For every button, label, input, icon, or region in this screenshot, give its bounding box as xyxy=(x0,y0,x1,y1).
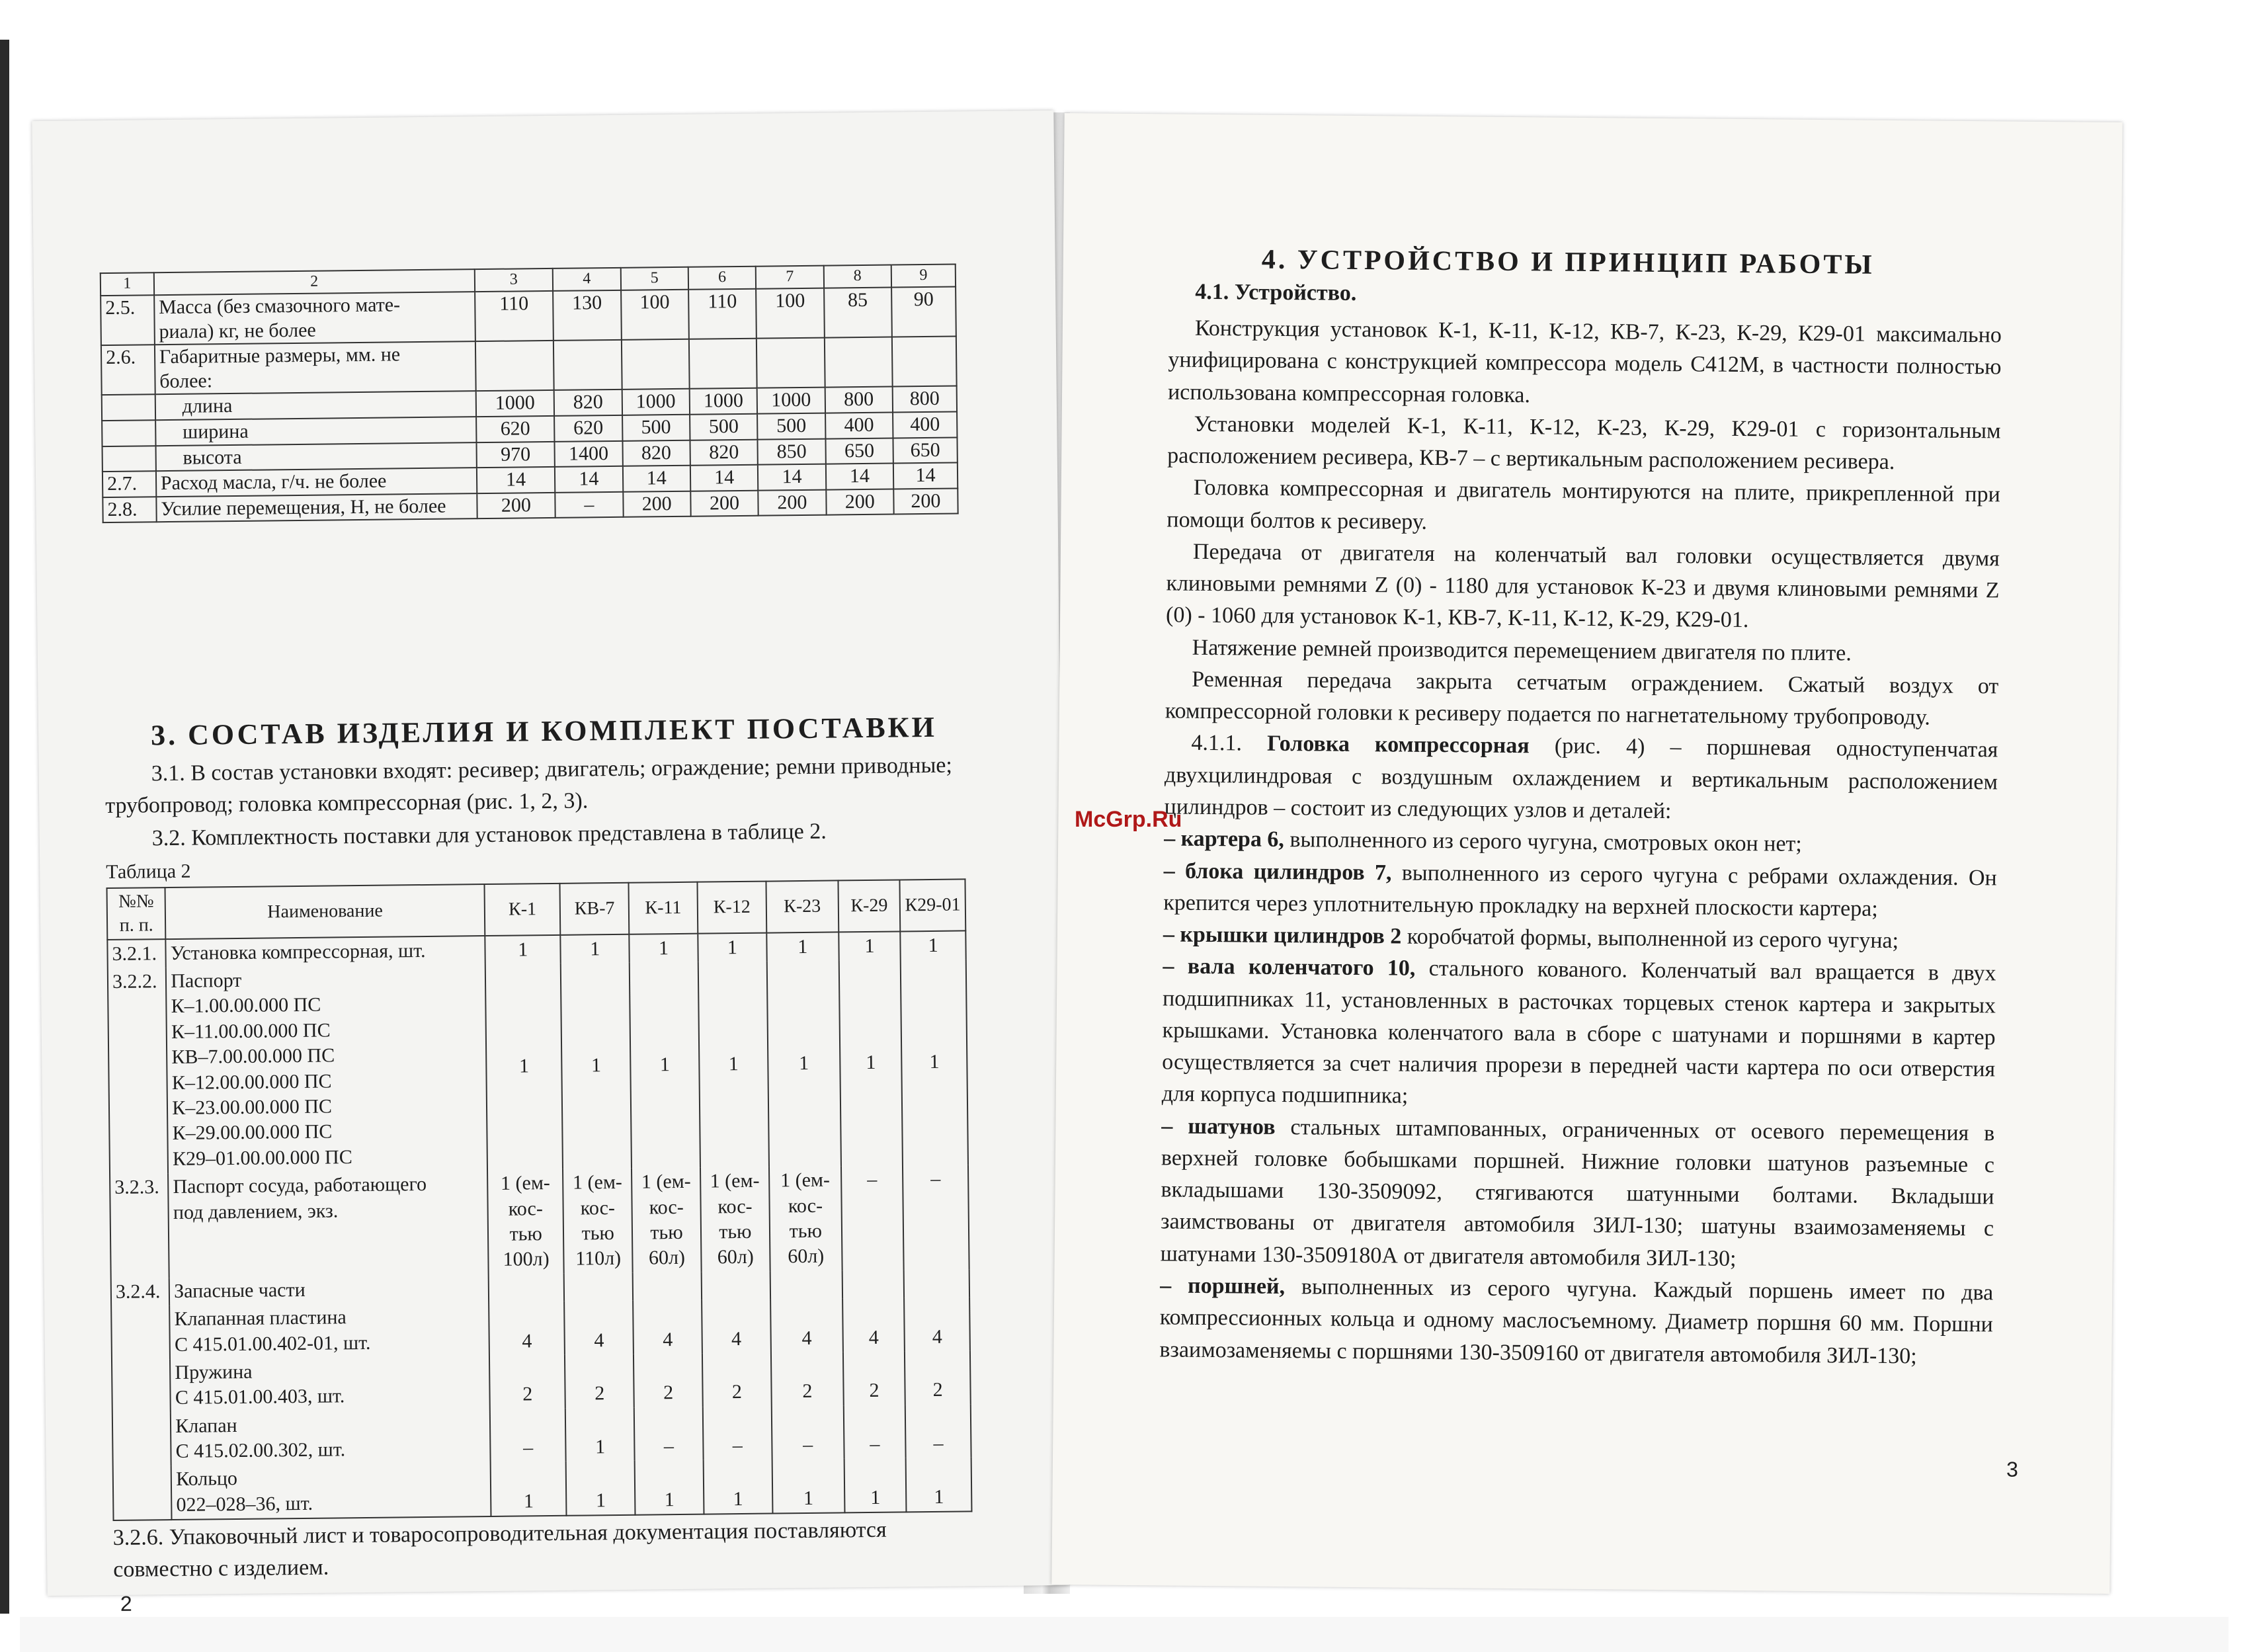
value-cell: 1 xyxy=(630,962,700,1169)
row-number: 2.6. xyxy=(101,345,155,395)
value-cell xyxy=(770,1270,842,1300)
value-cell: 500 xyxy=(757,413,825,440)
table-row xyxy=(112,1404,971,1466)
value-cell: 4 xyxy=(489,1301,565,1356)
value-cell: 1 xyxy=(485,964,563,1170)
table-row xyxy=(101,337,957,395)
value-cell: 90 xyxy=(891,287,956,337)
table-row xyxy=(110,1165,969,1278)
value-cell: 200 xyxy=(826,489,894,515)
value-cell: 4 xyxy=(564,1301,634,1355)
item-text: стального кованого. Коленчатый вал вращается в двух подшипниках 11, установленных в расточках торцевых стенок картера и закрытых крышками. Установка коленчатого вала в сборе с шатунами и поршнями в картер осуществляется за счет наличия прорези в передней части картера по оси отверстия для корпуса подшипника; xyxy=(1161,956,1996,1109)
value-cell xyxy=(825,337,893,388)
row-number: 2.5. xyxy=(101,295,155,345)
value-cell: – xyxy=(703,1406,772,1460)
row-number: 2.8. xyxy=(102,497,156,522)
table2-header-row xyxy=(107,879,966,939)
row-name: Габаритные размеры, мм. не более: xyxy=(155,341,476,394)
parts-list xyxy=(1159,823,1997,1373)
value-cell: – xyxy=(490,1408,566,1462)
parts-list-item xyxy=(1163,855,1997,927)
page-number-right: 3 xyxy=(2006,1457,2019,1481)
value-cell: – xyxy=(903,1165,969,1270)
paragraph: Передача от двигателя на коленчатый вал головки осуществляется двумя клиновыми ремнями Z (0) - 1180 для установок К-23 и двумя клиновыми ремнями Z (0) - 1060 для установок К-1, КВ-7, К-11, К-12, К-29, К29-01. xyxy=(1165,539,2000,633)
value-cell: 500 xyxy=(622,415,690,441)
value-cell xyxy=(553,340,622,390)
header-cell: 2 xyxy=(154,269,475,295)
header-cell: 5 xyxy=(620,267,688,290)
header-cell: 6 xyxy=(688,267,757,290)
item-bold: – шатунов xyxy=(1161,1114,1276,1139)
paragraph: Конструкция установок К-1, К-11, К-12, КВ-7, К-23, К-29, К29-01 максимально унифицирована с конструкцией компрессора модель С412М, в частности полностью использована компрессорная головка. xyxy=(1167,315,2002,407)
item-bold: – блока цилиндров 7, xyxy=(1163,858,1392,885)
value-cell: 800 xyxy=(893,386,957,413)
header-cell: 4 xyxy=(553,268,621,291)
value-cell: 4 xyxy=(904,1298,970,1352)
header-cell: К-29 xyxy=(838,880,900,932)
value-cell xyxy=(489,1274,565,1303)
parts-list-item xyxy=(1160,1110,1994,1277)
value-cell: 820 xyxy=(690,439,758,466)
value-cell xyxy=(892,337,957,387)
value-cell: 1 xyxy=(772,1459,844,1514)
row-number xyxy=(112,1413,171,1467)
value-cell: 85 xyxy=(824,288,892,338)
value-cell: 1000 xyxy=(622,389,690,415)
item-bold: – поршней, xyxy=(1160,1273,1286,1300)
value-cell xyxy=(842,1270,904,1298)
value-cell: 620 xyxy=(554,415,622,442)
header-cell: №№ п. п. xyxy=(107,888,166,940)
value-cell: 1000 xyxy=(475,390,554,417)
value-cell: 620 xyxy=(476,416,555,442)
row-name: Клапанная пластина С 415.01.00.402-01, шт. xyxy=(169,1302,489,1359)
left-page xyxy=(32,110,1069,1616)
value-cell: 850 xyxy=(758,438,826,465)
page-number-left: 2 xyxy=(120,1591,132,1616)
value-cell: 4 xyxy=(633,1300,702,1354)
item-text: выполненного из серого чугуна с ребрами охлаждения. Он крепится через уплотнительную прокладку на верхней плоскости картера; xyxy=(1163,860,1997,921)
table-row xyxy=(101,287,956,346)
row-number xyxy=(102,446,156,472)
value-cell: 650 xyxy=(825,438,893,464)
value-cell: 1 xyxy=(839,960,903,1167)
value-cell: 2 xyxy=(634,1354,703,1408)
value-cell xyxy=(702,1271,770,1300)
row-name: Масса (без смазочного мате- риала) кг, не более xyxy=(154,292,475,345)
row-name: длина xyxy=(155,392,476,421)
value-cell: 800 xyxy=(825,387,893,413)
value-cell: – xyxy=(905,1404,971,1458)
value-cell: 400 xyxy=(893,411,957,438)
value-cell: – xyxy=(844,1405,906,1459)
value-cell: 1 (ем- кос- тью 100л) xyxy=(487,1169,564,1274)
value-cell: 1 xyxy=(698,962,769,1168)
value-cell: 1 xyxy=(839,931,901,960)
value-cell: 820 xyxy=(554,390,622,416)
paragraph-4-1-1 xyxy=(1164,727,1998,831)
value-cell: 1 xyxy=(901,930,966,960)
item-bold: – крышки цилиндров 2 xyxy=(1163,922,1402,949)
item-text: выполненных из серого чугуна. Каждый поршень имеет по два компрессионных кольца и одному маслосъемному. Диаметр поршня 60 мм. Поршни взаимозаменяемы с поршнями 130-3509160 от двигателя автомобиля ЗИЛ-130; xyxy=(1159,1274,1994,1368)
header-cell: 3 xyxy=(474,268,553,292)
value-cell: – xyxy=(841,1166,904,1271)
p411-bold: Головка компрессорная xyxy=(1266,731,1530,759)
section4-title: 4. УСТРОЙСТВО И ПРИНЦИП РАБОТЫ xyxy=(1261,244,1875,280)
row-number: 3.2.3. xyxy=(110,1173,169,1278)
value-cell: 100 xyxy=(621,290,689,340)
paragraph: Головка компрессорная и двигатель монтируются на плите, прикрепленной при помощи болтов к ресиверу. xyxy=(1166,475,2000,534)
value-cell: 1 xyxy=(906,1458,972,1512)
value-cell xyxy=(621,339,689,390)
value-cell: 1 xyxy=(629,933,698,962)
value-cell xyxy=(475,341,554,391)
value-cell: 650 xyxy=(893,437,957,464)
value-cell: 130 xyxy=(553,290,621,341)
paragraph: Ременная передача закрыта сетчатым ограждением. Сжатый воздух от компрессорной головки к ресиверу подается по нагнетательному трубопроводу. xyxy=(1165,667,1999,730)
value-cell: 110 xyxy=(688,289,757,339)
header-cell: К-1 xyxy=(485,884,561,936)
value-cell xyxy=(904,1269,969,1298)
section3-title: 3. СОСТАВ ИЗДЕЛИЯ И КОМПЛЕКТ ПОСТАВКИ xyxy=(150,710,938,752)
header-cell: К-12 xyxy=(697,882,766,934)
value-cell: 14 xyxy=(893,463,958,489)
value-cell xyxy=(633,1272,702,1300)
value-cell: 1000 xyxy=(757,388,825,414)
value-cell: 4 xyxy=(770,1299,843,1353)
item-text: выполненного из серого чугуна, смотровых окон нет; xyxy=(1284,827,1802,857)
value-cell: 1 xyxy=(491,1462,567,1516)
row-name: Кольцо 022–028–36, шт. xyxy=(171,1462,491,1520)
value-cell xyxy=(689,339,757,389)
header-cell: 9 xyxy=(891,265,956,288)
value-cell: 1 xyxy=(704,1460,773,1514)
row-name: Клапан С 415.02.00.302, шт. xyxy=(171,1409,491,1466)
table-row xyxy=(113,1458,972,1520)
value-cell: 1 xyxy=(561,963,632,1169)
item-bold: – картера 6, xyxy=(1164,826,1285,852)
header-cell: 8 xyxy=(823,265,891,288)
value-cell: 200 xyxy=(477,493,555,519)
value-cell: 14 xyxy=(690,465,758,491)
row-name: высота xyxy=(155,442,476,472)
value-cell: 1 xyxy=(767,960,841,1167)
value-cell: 200 xyxy=(758,489,827,516)
parts-list-item xyxy=(1162,951,1996,1118)
value-cell: 14 xyxy=(758,464,826,491)
value-cell: 2 xyxy=(771,1352,844,1406)
value-cell: 1 xyxy=(901,959,968,1165)
table-row xyxy=(112,1350,971,1413)
value-cell: 200 xyxy=(690,490,758,516)
value-cell: 14 xyxy=(826,464,894,490)
row-number xyxy=(112,1359,171,1413)
value-cell: 200 xyxy=(623,491,691,518)
paragraph-3-2: 3.2. Комплектность поставки для установок представлена в таблице 2. xyxy=(151,819,827,851)
header-cell: Наименование xyxy=(165,884,485,939)
subsection-4-1: 4.1. Устройство. xyxy=(1195,279,1357,306)
value-cell: 1 xyxy=(485,935,561,965)
value-cell: 820 xyxy=(622,440,690,466)
paragraph-3-2-6: 3.2.6. Упаковочный лист и товаросопроводительная документация поставляются совместно с изделием. xyxy=(112,1517,887,1583)
value-cell: 1 xyxy=(635,1460,704,1515)
value-cell: 110 xyxy=(475,291,553,341)
value-cell: 4 xyxy=(702,1300,771,1354)
value-cell: 200 xyxy=(893,488,958,515)
value-cell: 2 xyxy=(905,1350,971,1405)
value-cell: 2 xyxy=(565,1354,634,1409)
value-cell: 14 xyxy=(622,466,690,492)
header-cell: К29-01 xyxy=(900,879,966,931)
value-cell: 1 xyxy=(566,1461,635,1516)
value-cell: 2 xyxy=(489,1355,565,1409)
watermark: McGrp.Ru xyxy=(1075,807,1182,832)
row-name: Паспорт сосуда, работающего под давлением, экз. xyxy=(168,1170,488,1278)
row-number: 3.2.1. xyxy=(107,939,166,968)
table2-caption: Таблица 2 xyxy=(106,860,191,884)
value-cell: 1 xyxy=(561,934,630,963)
header-cell: КВ-7 xyxy=(560,883,630,935)
row-name: ширина xyxy=(155,417,476,446)
value-cell: 1000 xyxy=(690,388,758,415)
row-name: Запасные части xyxy=(169,1274,489,1305)
value-cell: – xyxy=(772,1405,844,1460)
value-cell: 500 xyxy=(690,414,758,440)
row-number: 2.7. xyxy=(102,471,156,497)
value-cell: 400 xyxy=(825,413,893,439)
section4-body xyxy=(1159,312,2002,1373)
paragraph: Натяжение ремней производится перемещением двигателя по плите. xyxy=(1192,635,1852,666)
table-row xyxy=(108,959,968,1174)
row-number xyxy=(111,1305,170,1360)
table-row xyxy=(111,1298,970,1360)
p411-rest: (рис. 4) – поршневая одноступенчатая двухцилиндровая с воздушным охлаждением и вертикальным расположением цилиндров – состоит из следующих узлов и деталей: xyxy=(1164,733,1998,824)
parts-list-item xyxy=(1159,1270,1993,1373)
value-cell: 100 xyxy=(756,288,824,339)
row-name: Паспорт К–1.00.00.000 ПС К–11.00.00.000 ПС КВ–7.00.00.000 ПС К–12.00.00.000 ПС К–23.00.00.000 ПС К–29.00.00.000 ПС К29–01.00.00.000 ПС xyxy=(166,964,487,1173)
row-name: Расход масла, г/ч. не более xyxy=(156,468,477,497)
delivery-table xyxy=(106,878,973,1521)
value-cell: 1 (ем- кос- тью 60л) xyxy=(632,1168,701,1273)
row-number: 3.2.2. xyxy=(108,968,169,1174)
value-cell: – xyxy=(634,1407,704,1461)
item-bold: – вала коленчатого 10, xyxy=(1163,954,1416,981)
value-cell xyxy=(564,1272,633,1301)
value-cell: 1400 xyxy=(555,440,623,467)
item-text: коробчатой формы, выполненной из серого чугуна; xyxy=(1401,924,1899,954)
header-cell: 7 xyxy=(756,266,824,289)
row-number: 3.2.4. xyxy=(111,1278,170,1306)
spec-table xyxy=(100,264,959,524)
header-cell: К-11 xyxy=(629,882,698,934)
value-cell: 14 xyxy=(555,466,623,493)
value-cell: 2 xyxy=(843,1351,905,1405)
value-cell: 1 (ем- кос- тью 60л) xyxy=(700,1167,770,1272)
row-number xyxy=(102,395,155,421)
row-name: Установка компрессорная, шт. xyxy=(166,936,485,968)
header-cell: 1 xyxy=(101,272,154,296)
row-name: Пружина С 415.01.00.403, шт. xyxy=(170,1356,490,1413)
row-name: Усилие перемещения, Н, не более xyxy=(156,493,477,522)
right-page xyxy=(1051,113,2122,1594)
paragraph-3-1: 3.1. В состав установки входят: ресивер; двигатель; ограждение; ремни приводные; трубопровод; головка компрессорная (рис. 1, 2, 3). xyxy=(105,753,953,819)
value-cell: 2 xyxy=(702,1352,772,1407)
value-cell: 1 xyxy=(698,932,766,962)
value-cell: 1 xyxy=(565,1407,635,1462)
value-cell: 4 xyxy=(842,1298,905,1352)
value-cell: 970 xyxy=(476,441,555,468)
paragraph: Установки моделей К-1, К-11, К-12, К-23, К-29, К29-01 с горизонтальным расположением ресивера, КВ-7 – с вертикальным расположением ресивера. xyxy=(1167,411,2001,475)
value-cell: 1 (ем- кос- тью 110л) xyxy=(563,1169,632,1274)
scan-edge xyxy=(0,40,9,1614)
value-cell xyxy=(757,338,825,388)
scan-bottom-margin xyxy=(20,1617,2229,1652)
value-cell: – xyxy=(555,492,623,518)
item-text: стальных штампованных, ограниченных от осевого перемещения в верхней головке бобышками поршней. Нижние головки шатунов разъемные с вкладышами 130-3509092, стягиваются шатунными болтами. Вкладыши заимствованы от двигателя автомобиля ЗИЛ-130; шатуны взаимозаменяемы с шатунами 130-3509180А от двигателя автомобиля ЗИЛ-130; xyxy=(1160,1114,1995,1271)
value-cell: 1 xyxy=(844,1458,906,1513)
row-number xyxy=(113,1466,172,1521)
p411-lead: 4.1.1. xyxy=(1191,731,1268,757)
value-cell: 14 xyxy=(477,467,555,493)
value-cell: 1 xyxy=(766,932,839,962)
row-number xyxy=(102,420,155,446)
header-cell: К-23 xyxy=(766,880,839,932)
value-cell: 1 (ем- кос- тью 60л) xyxy=(769,1167,842,1272)
